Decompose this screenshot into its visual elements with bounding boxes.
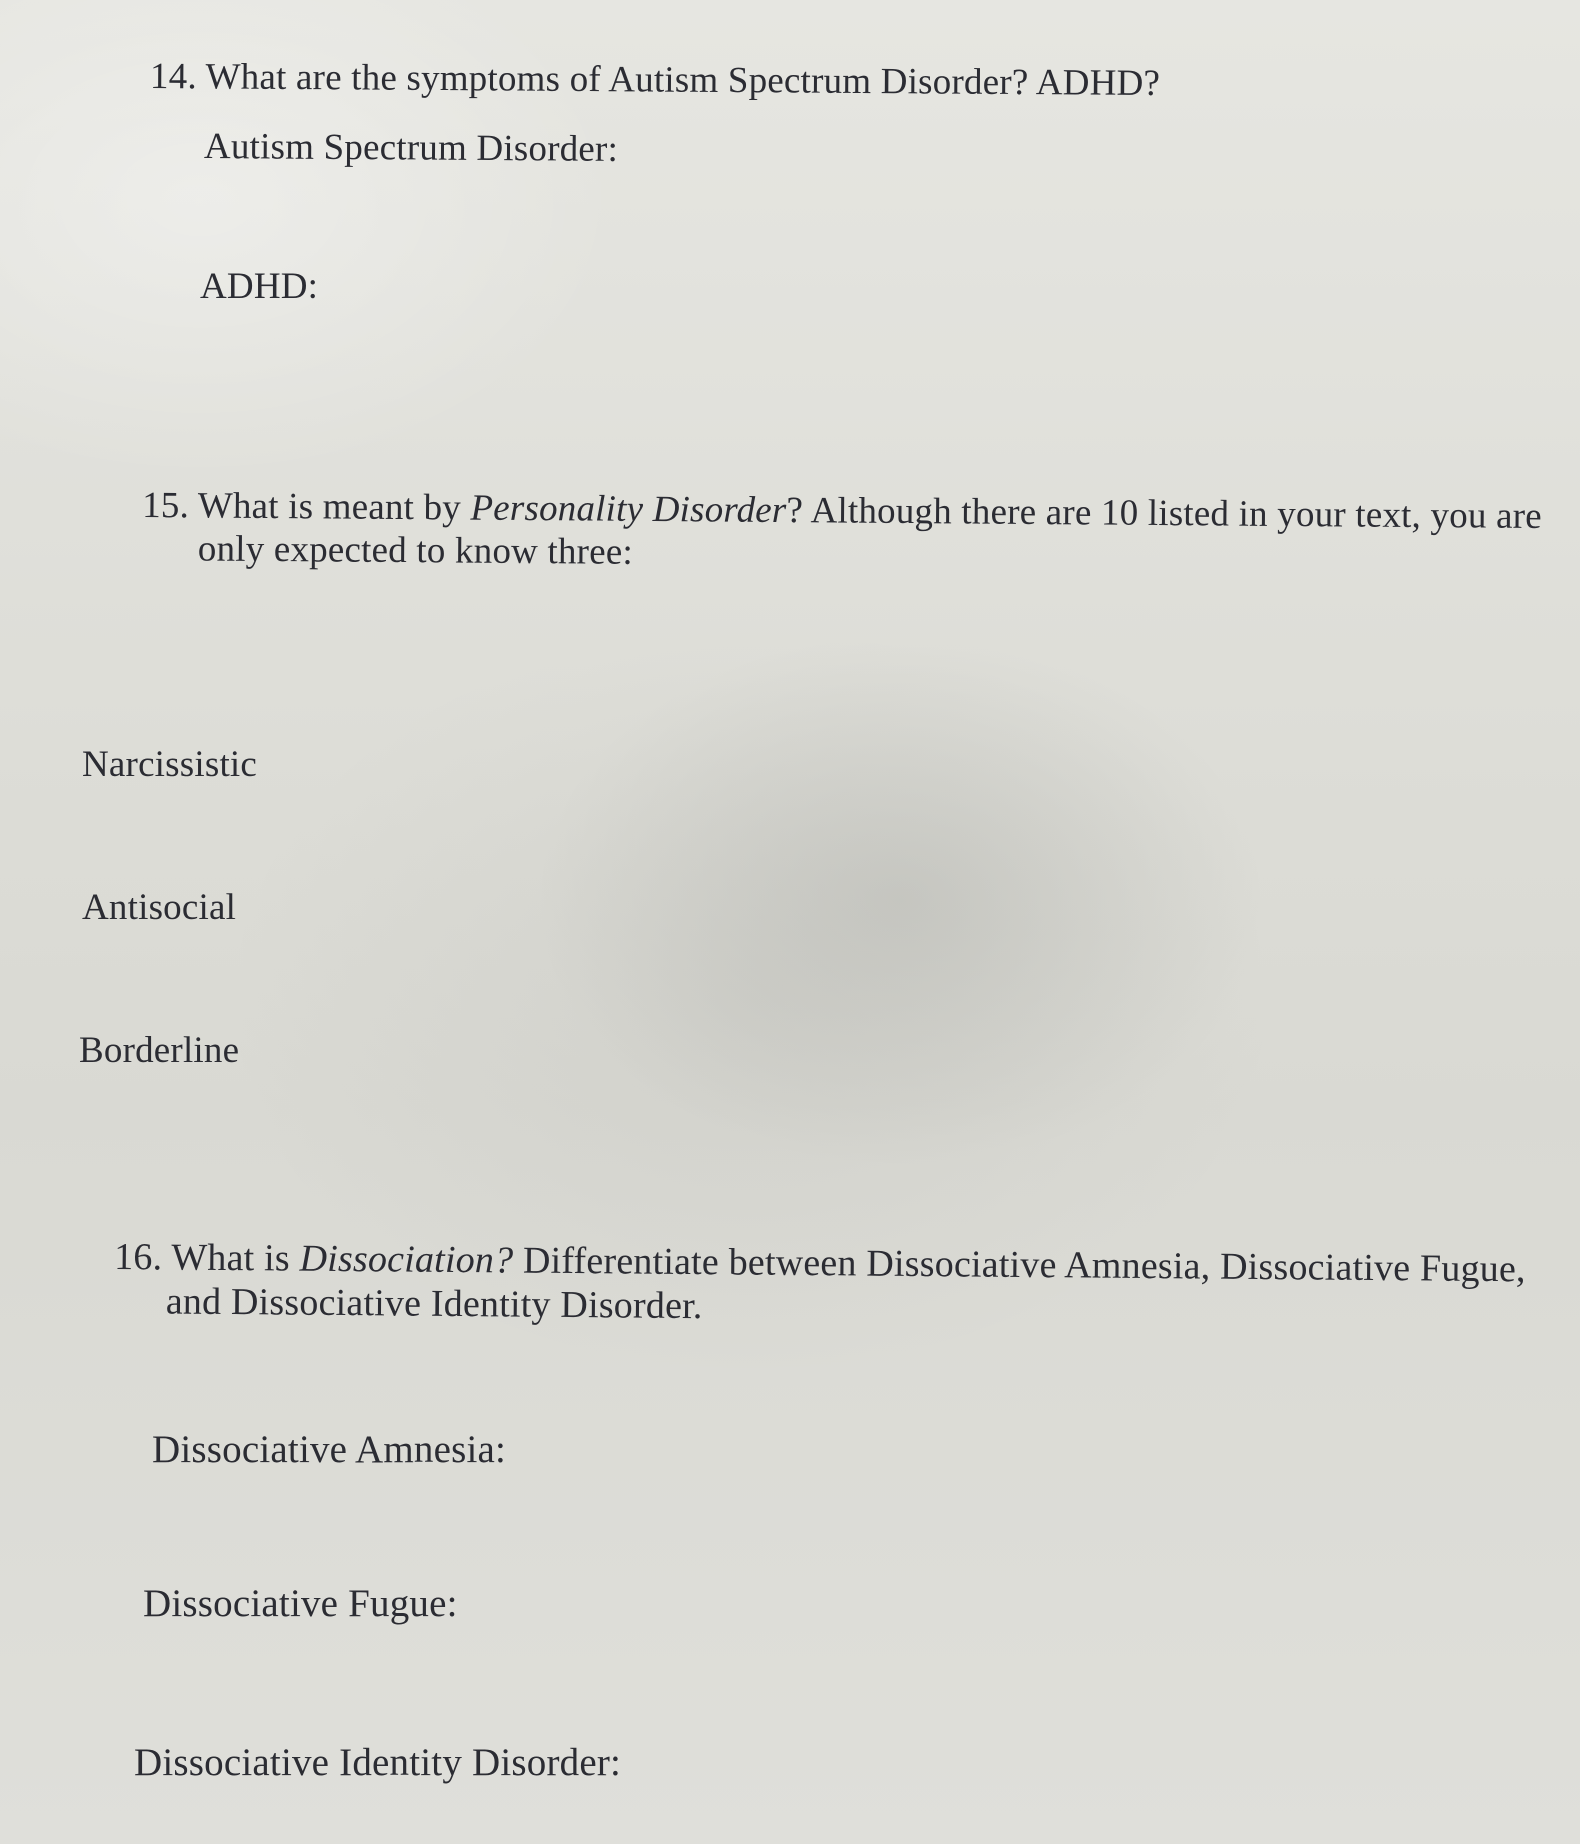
question-14-prompt: 14. What are the symptoms of Autism Spectrum Disorder? ADHD?: [149, 56, 1161, 105]
question-16-prompt: [114, 1236, 1565, 1336]
question-16-line-2: and Dissociative Identity Disorder.: [165, 1280, 703, 1327]
dissociative-fugue-label: Dissociative Fugue:: [143, 1582, 458, 1625]
question-15-prompt: [142, 485, 1563, 581]
question-16-prefix: What is: [171, 1236, 300, 1280]
personality-disorder-item-narcissistic: Narcissistic: [82, 744, 258, 785]
dissociation-term: Dissociation?: [299, 1237, 514, 1282]
question-15-number: 15.: [142, 485, 190, 527]
question-15-suffix: ? Although there are 10 listed in your text, you are: [786, 490, 1542, 537]
personality-disorder-item-antisocial: Antisocial: [82, 887, 237, 928]
personality-disorder-item-borderline: Borderline: [79, 1030, 240, 1071]
autism-spectrum-disorder-label: Autism Spectrum Disorder:: [203, 126, 619, 170]
question-16-number: 16.: [114, 1236, 163, 1279]
question-16-suffix: Differentiate between Dissociative Amnesia, Dissociative Fugue,: [513, 1239, 1526, 1291]
adhd-label: ADHD:: [200, 266, 319, 307]
dissociative-amnesia-label: Dissociative Amnesia:: [152, 1428, 507, 1471]
personality-disorder-term: Personality Disorder: [470, 487, 787, 532]
question-15-line-2: only expected to know three:: [197, 527, 634, 573]
question-15-prefix: What is meant by: [197, 485, 471, 529]
dissociative-identity-disorder-label: Dissociative Identity Disorder:: [134, 1741, 622, 1784]
